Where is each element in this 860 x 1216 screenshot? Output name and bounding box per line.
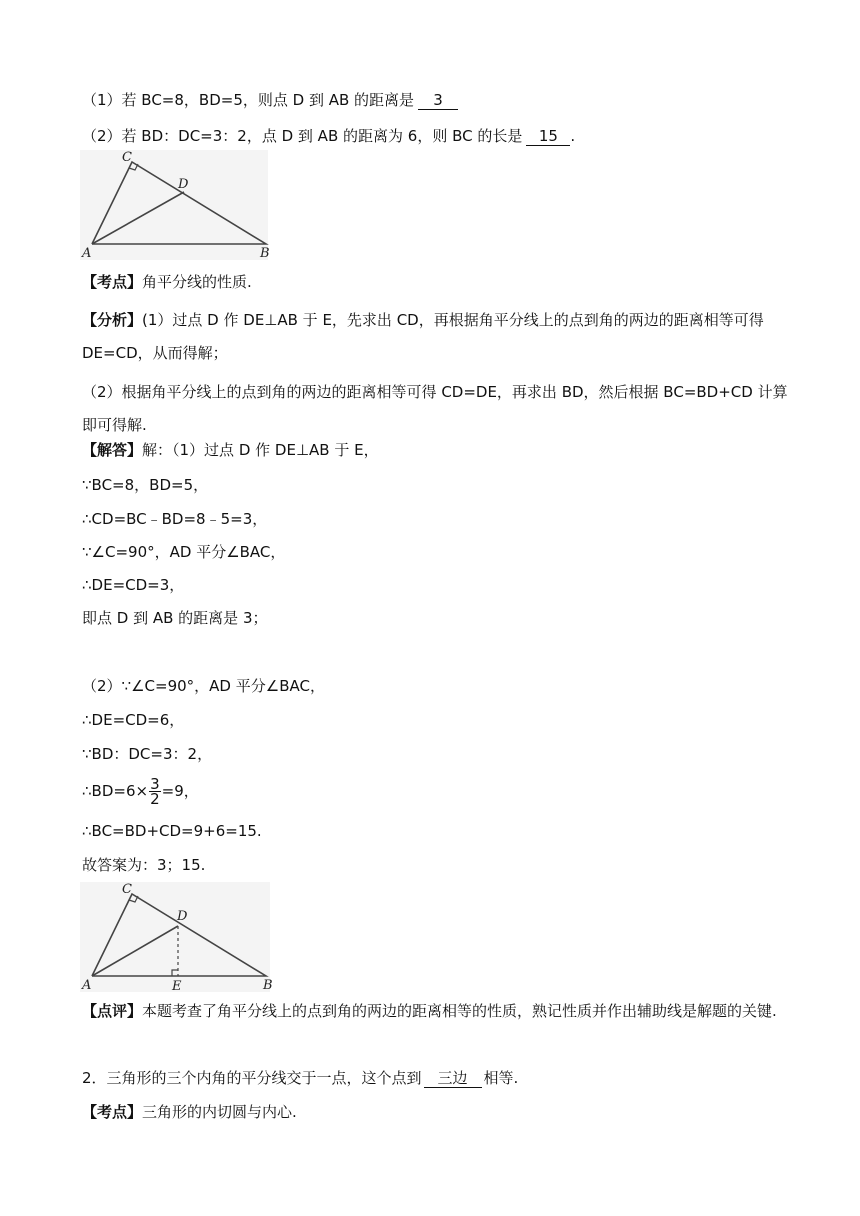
label-d: D xyxy=(178,177,189,192)
q1-part1-prefix: （1）若 BC=8，BD=5，则点 D 到 AB 的距离是 xyxy=(82,91,415,109)
q1-dianping xyxy=(82,1001,777,1021)
fenxi-text-2: （2）根据角平分线上的点到角的两边的距离相等可得 CD=DE，再求出 BD，然后根据 BC=BD+CD 计算即可得解. xyxy=(82,383,788,434)
label-d: D xyxy=(177,909,188,924)
q1-fenxi xyxy=(82,304,802,370)
fenxi-text-1: (1）过点 D 作 DE⊥AB 于 E，先求出 CD，再根据角平分线上的点到角的两边的距离相等可得 DE=CD，从而得解； xyxy=(82,311,764,362)
kaodian-text: 角平分线的性质. xyxy=(142,273,252,291)
bd-suffix: =9， xyxy=(161,782,199,800)
label-c: C xyxy=(122,150,132,165)
step-line: ∴DE=CD=6， xyxy=(82,711,185,729)
q2-kaodian-tag: 【考点】 xyxy=(82,1103,143,1121)
dianping-text: 本题考查了角平分线上的点到角的两边的距离相等的性质，熟记性质并作出辅助线是解题的关键. xyxy=(142,1002,777,1020)
step-line: ∵∠C=90°，AD 平分∠BAC， xyxy=(82,543,286,561)
fraction xyxy=(149,777,161,806)
step-line: （2）∵∠C=90°，AD 平分∠BAC， xyxy=(82,677,325,695)
bd-prefix: ∴BD=6× xyxy=(82,782,149,800)
q2-suffix: 相等. xyxy=(483,1069,519,1087)
label-b: B xyxy=(260,246,270,260)
dianping-tag: 【点评】 xyxy=(82,1002,143,1020)
label-b: B xyxy=(263,978,273,992)
jieda-tag: 【解答】 xyxy=(82,441,143,459)
label-a: A xyxy=(82,978,92,992)
q2-line xyxy=(82,1068,518,1088)
step-line: ∴DE=CD=3， xyxy=(82,576,185,594)
q1-fenxi-2 xyxy=(82,376,802,442)
answer-line: 故答案为：3；15. xyxy=(82,856,206,874)
fraction-denominator: 2 xyxy=(150,790,160,808)
q2-answer: 三边 xyxy=(424,1070,482,1088)
label-e: E xyxy=(172,979,182,992)
step-line: ∵BC=8，BD=5， xyxy=(82,476,209,494)
bd-calc-line xyxy=(82,774,199,808)
q1-part1 xyxy=(82,90,458,110)
q2-kaodian-text: 三角形的内切圆与内心. xyxy=(142,1103,297,1121)
triangle-figure-1 xyxy=(80,150,280,260)
q1-part1-answer: 3 xyxy=(418,92,458,110)
jieda-text: 解：（1）过点 D 作 DE⊥AB 于 E， xyxy=(142,441,379,459)
fraction-numerator: 3 xyxy=(150,775,160,793)
step-line: 即点 D 到 AB 的距离是 3； xyxy=(82,609,268,627)
triangle-figure-2 xyxy=(80,882,280,992)
kaodian-tag: 【考点】 xyxy=(82,273,143,291)
q1-part2 xyxy=(82,126,575,146)
q2-kaodian xyxy=(82,1102,297,1122)
bc-line: ∴BC=BD+CD=9+6=15. xyxy=(82,822,262,840)
q1-kaodian xyxy=(82,272,252,292)
step-line: ∵BD：DC=3：2， xyxy=(82,745,213,763)
q1-jieda xyxy=(82,440,379,460)
label-c: C xyxy=(122,882,132,897)
q2-prefix: 2．三角形的三个内角的平分线交于一点，这个点到 xyxy=(82,1069,422,1087)
fenxi-tag: 【分析】 xyxy=(82,311,143,329)
q1-part2-suffix: . xyxy=(570,127,576,145)
q1-part2-prefix: （2）若 BD：DC=3：2，点 D 到 AB 的距离为 6，则 BC 的长是 xyxy=(82,127,523,145)
q1-part2-answer: 15 xyxy=(526,128,570,146)
step-line: ∴CD=BC﹣BD=8﹣5=3， xyxy=(82,510,268,528)
label-a: A xyxy=(82,246,92,260)
